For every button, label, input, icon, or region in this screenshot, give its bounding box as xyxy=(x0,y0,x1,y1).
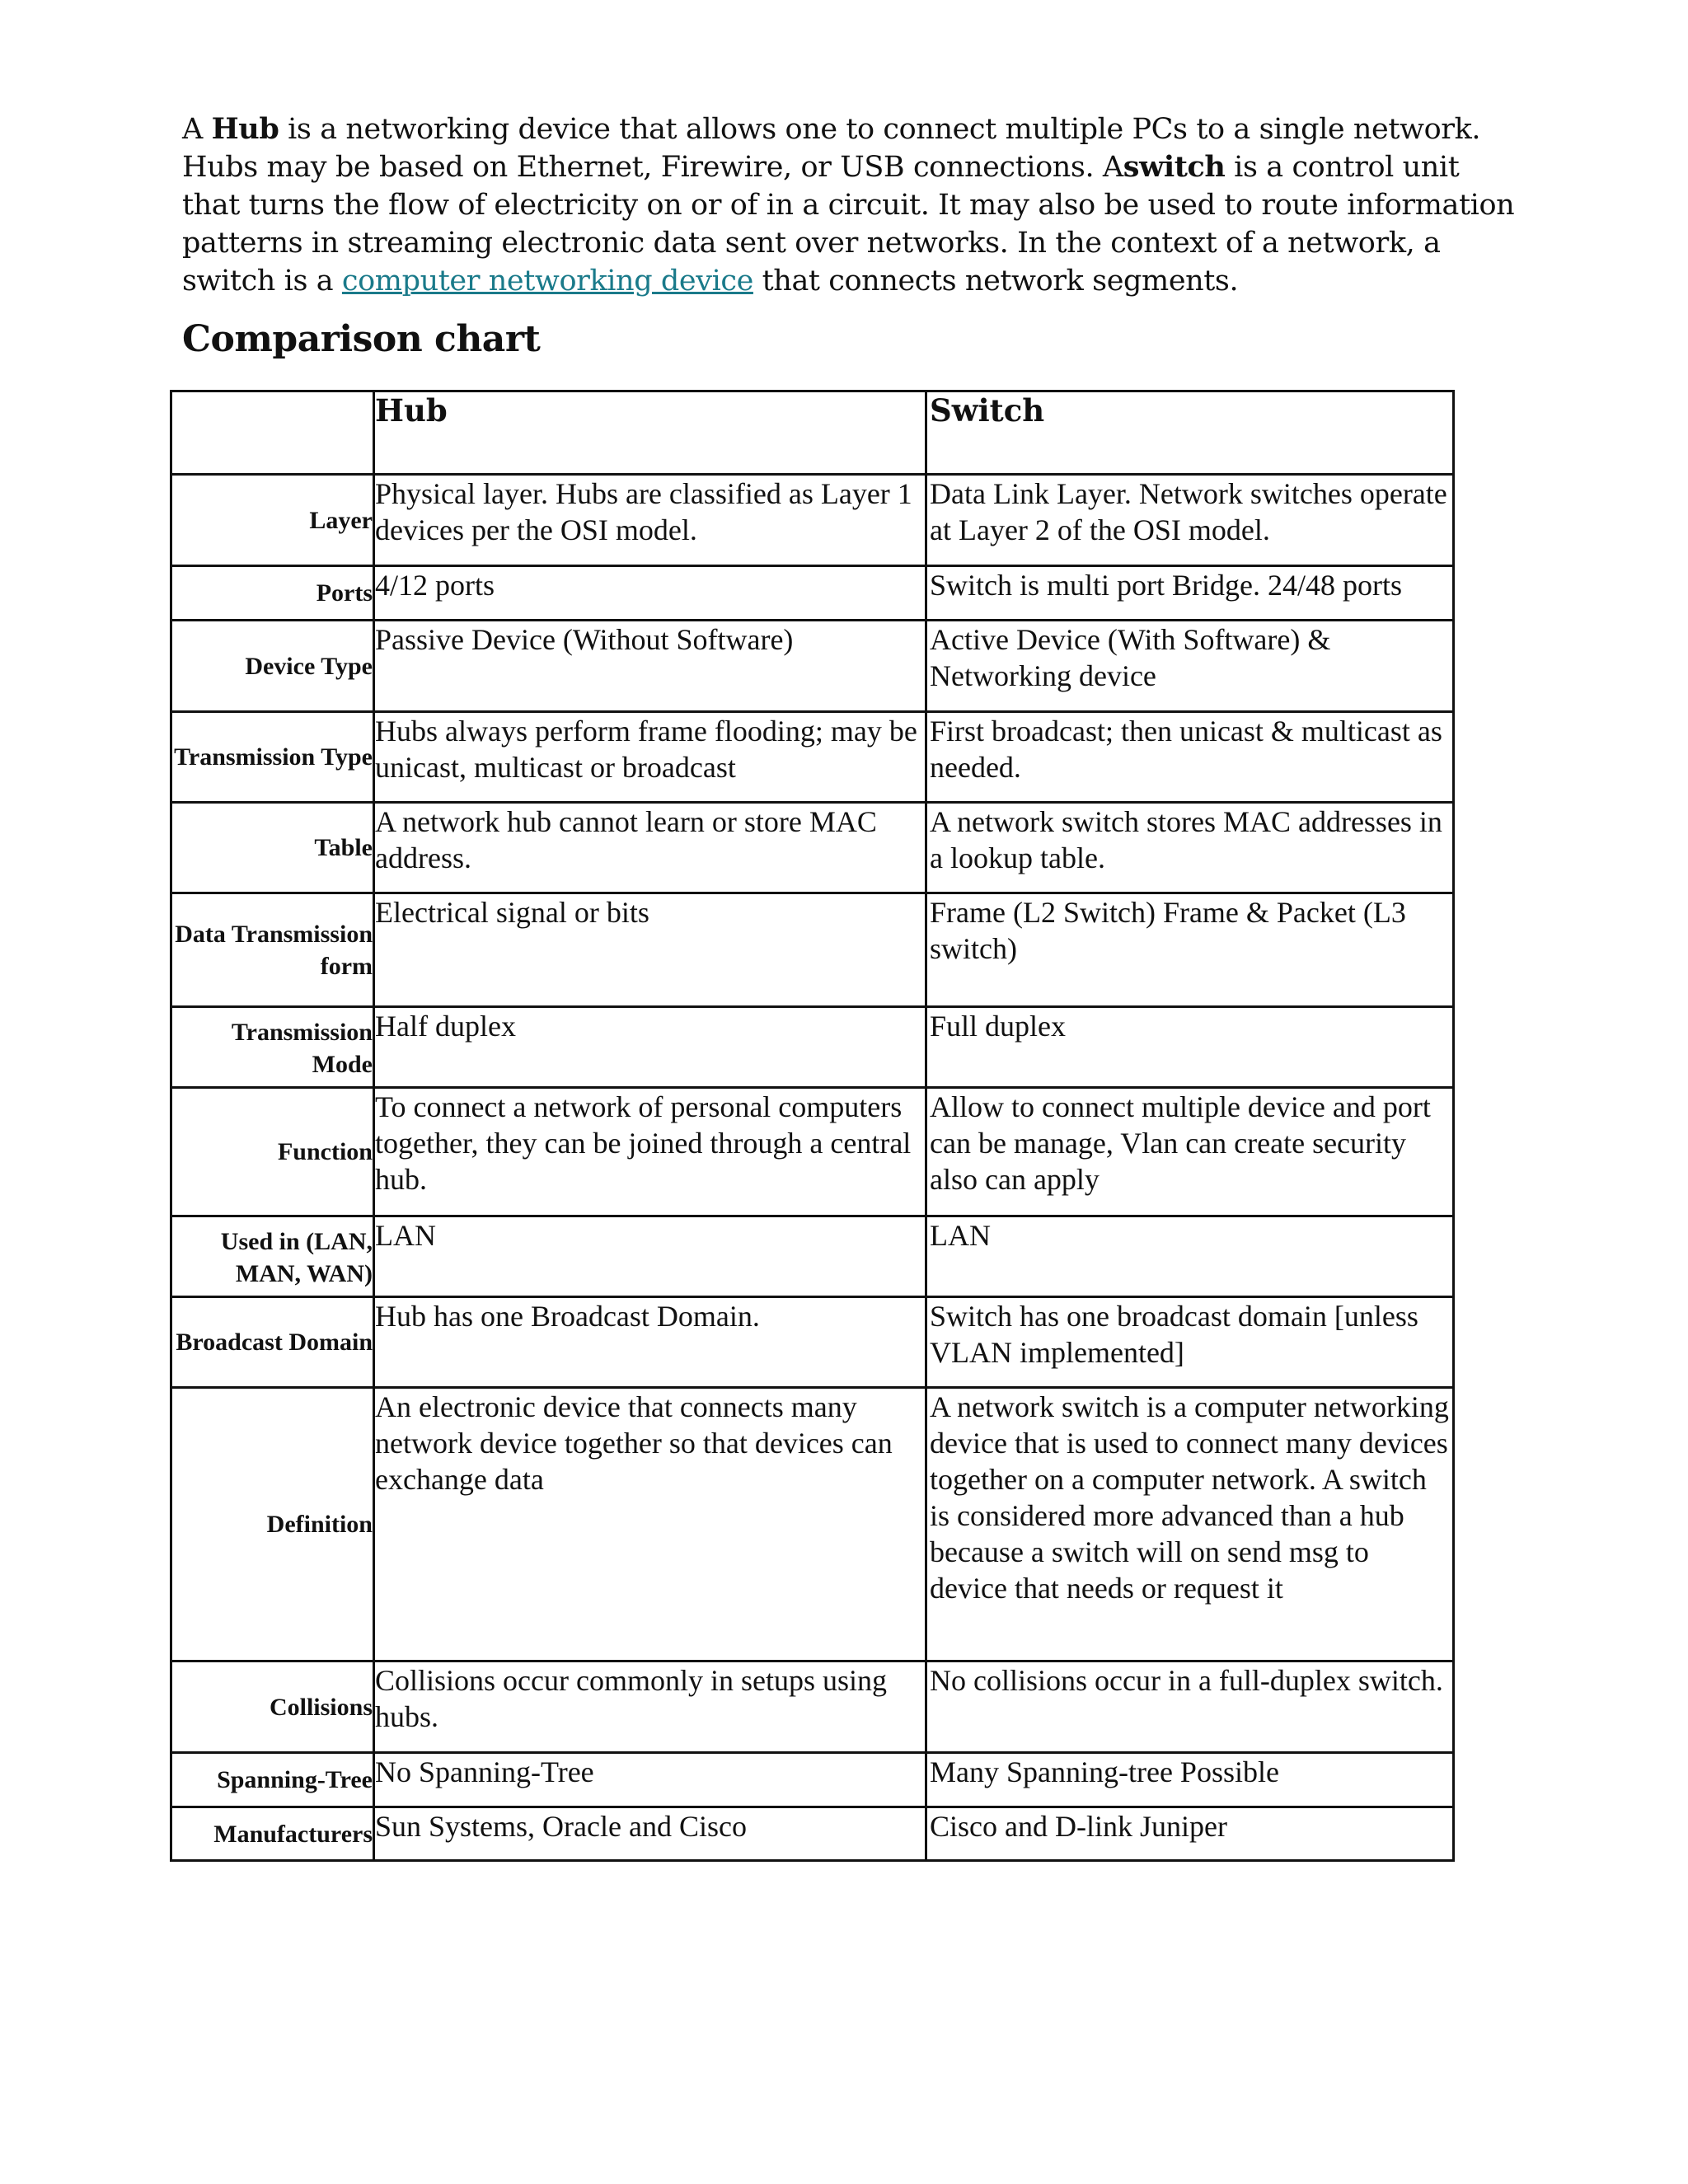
hub-cell: Half duplex xyxy=(374,1007,926,1088)
intro-text-3: is a control unit that turns the flow of electricity on or of in a circuit. It may also be used to route information patterns in streaming electronic data sent over networks. In the context of a network, a switch is a xyxy=(182,151,1515,298)
switch-cell: A network switch is a computer networking device that is used to connect many devices together on a computer network. A switch is considered more advanced than a hub because a switch will on send msg to device that needs or request it xyxy=(926,1388,1454,1661)
table-row xyxy=(171,566,1454,621)
row-label: Layer xyxy=(171,475,374,566)
intro-text-4: that connects network segments. xyxy=(753,265,1239,298)
comparison-chart-heading: Comparison chart xyxy=(182,318,541,360)
row-label: Manufacturers xyxy=(171,1807,374,1861)
row-label: Broadcast Domain xyxy=(171,1297,374,1388)
intro-text-2: is a networking device that allows one to connect multiple PCs to a single network. Hubs may be based on Ethernet, Firewire, or USB connections. A xyxy=(182,113,1481,184)
table-row xyxy=(171,1088,1454,1216)
switch-cell: LAN xyxy=(926,1216,1454,1297)
switch-cell: Frame (L2 Switch) Frame & Packet (L3 switch) xyxy=(926,893,1454,1007)
table-row xyxy=(171,475,1454,566)
row-label: Table xyxy=(171,803,374,893)
intro-paragraph xyxy=(182,110,1517,300)
table-header-row xyxy=(171,391,1454,475)
hub-cell: Sun Systems, Oracle and Cisco xyxy=(374,1807,926,1861)
row-label: Transmission Type xyxy=(171,712,374,803)
table-row xyxy=(171,712,1454,803)
hub-cell: Hubs always perform frame flooding; may be unicast, multicast or broadcast xyxy=(374,712,926,803)
table-row xyxy=(171,1388,1454,1661)
row-label: Device Type xyxy=(171,621,374,712)
switch-cell: Active Device (With Software) & Networking device xyxy=(926,621,1454,712)
switch-cell: Switch is multi port Bridge. 24/48 ports xyxy=(926,566,1454,621)
switch-cell: Data Link Layer. Network switches operate at Layer 2 of the OSI model. xyxy=(926,475,1454,566)
row-label: Ports xyxy=(171,566,374,621)
table-row xyxy=(171,1216,1454,1297)
hub-cell: Passive Device (Without Software) xyxy=(374,621,926,712)
row-label: Spanning-Tree xyxy=(171,1753,374,1807)
switch-column-header: Switch xyxy=(926,391,1454,475)
row-label: Collisions xyxy=(171,1661,374,1753)
hub-cell: Collisions occur commonly in setups using hubs. xyxy=(374,1661,926,1753)
switch-cell: Cisco and D-link Juniper xyxy=(926,1807,1454,1861)
switch-cell: Many Spanning-tree Possible xyxy=(926,1753,1454,1807)
table-row xyxy=(171,1807,1454,1861)
table-row xyxy=(171,893,1454,1007)
hub-column-header: Hub xyxy=(374,391,926,475)
table-row xyxy=(171,1297,1454,1388)
hub-cell: To connect a network of personal computers together, they can be joined through a central hub. xyxy=(374,1088,926,1216)
hub-cell: Electrical signal or bits xyxy=(374,893,926,1007)
switch-cell: Switch has one broadcast domain [unless VLAN implemented] xyxy=(926,1297,1454,1388)
table-row xyxy=(171,803,1454,893)
table-row xyxy=(171,1661,1454,1753)
switch-cell: Full duplex xyxy=(926,1007,1454,1088)
row-label: Data Transmission form xyxy=(171,893,374,1007)
hub-term: Hub xyxy=(211,112,279,146)
corner-cell xyxy=(171,391,374,475)
hub-cell: No Spanning-Tree xyxy=(374,1753,926,1807)
switch-cell: First broadcast; then unicast & multicast as needed. xyxy=(926,712,1454,803)
hub-cell: Physical layer. Hubs are classified as Layer 1 devices per the OSI model. xyxy=(374,475,926,566)
hub-cell: LAN xyxy=(374,1216,926,1297)
switch-cell: Allow to connect multiple device and port can be manage, Vlan can create security also can apply xyxy=(926,1088,1454,1216)
switch-term: switch xyxy=(1123,150,1226,184)
table-row xyxy=(171,1753,1454,1807)
computer-networking-device-link[interactable]: computer networking device xyxy=(341,265,753,298)
hub-cell: Hub has one Broadcast Domain. xyxy=(374,1297,926,1388)
row-label: Transmission Mode xyxy=(171,1007,374,1088)
comparison-table xyxy=(170,390,1455,1862)
intro-text-1: A xyxy=(182,113,212,146)
hub-cell: 4/12 ports xyxy=(374,566,926,621)
table-row xyxy=(171,621,1454,712)
table-row xyxy=(171,1007,1454,1088)
row-label: Used in (LAN, MAN, WAN) xyxy=(171,1216,374,1297)
switch-cell: No collisions occur in a full-duplex switch. xyxy=(926,1661,1454,1753)
row-label: Definition xyxy=(171,1388,374,1661)
switch-cell: A network switch stores MAC addresses in a lookup table. xyxy=(926,803,1454,893)
hub-cell: An electronic device that connects many network device together so that devices can exchange data xyxy=(374,1388,926,1661)
row-label: Function xyxy=(171,1088,374,1216)
hub-cell: A network hub cannot learn or store MAC address. xyxy=(374,803,926,893)
